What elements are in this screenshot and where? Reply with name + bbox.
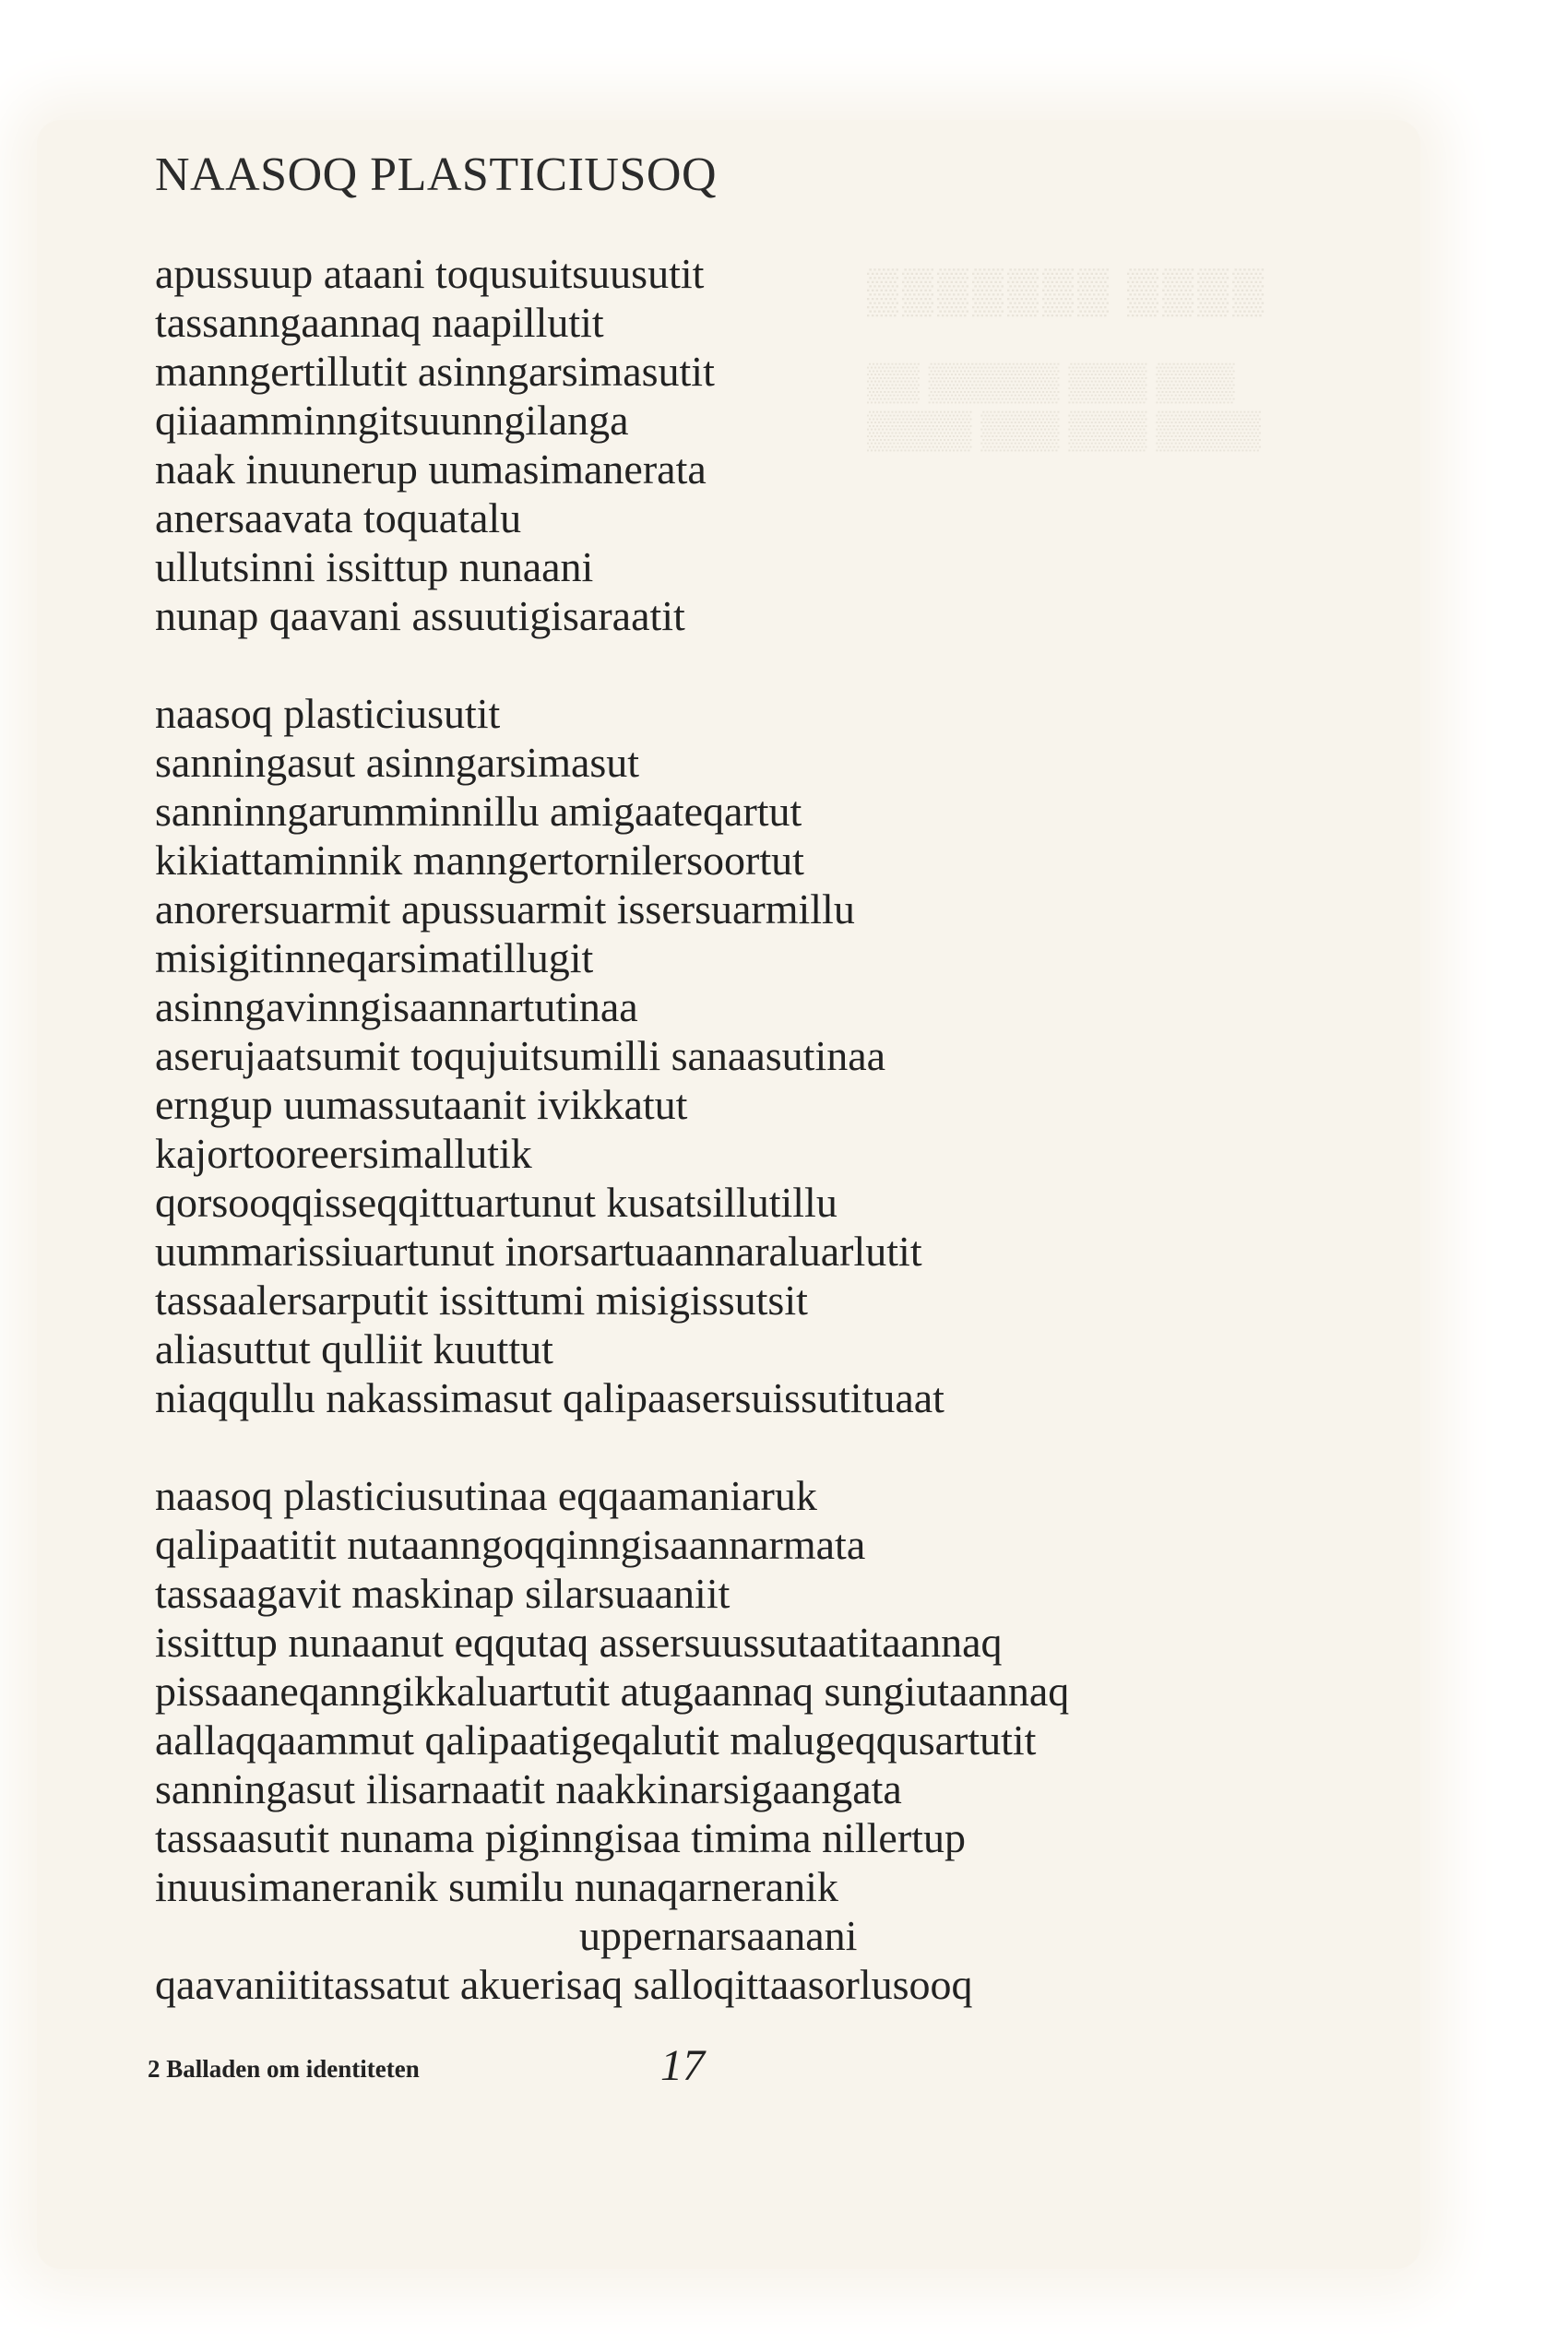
stanza-1 <box>155 249 1262 640</box>
poem-body <box>155 249 1262 2058</box>
poem-line: aserujaatsumit toqujuitsumilli sanaasutinaa <box>155 1032 886 1079</box>
poem-line: anersaavata toquatalu <box>155 494 522 541</box>
poem-line: manngertillutit asinngarsimasutit <box>155 348 715 395</box>
bleed-through-text: ▒▒▒▒▒▒▒ ▒▒▒▒ ▒▒ ▒▒▒▒▒ ▒▒▒ ▒▒▒ ▒▒▒▒ ▒▒▒ ▒▒▒ ▒▒▒▒ <box>867 267 1268 450</box>
poem-line: kajortooreersimallutik <box>155 1130 532 1177</box>
poem-line: aallaqqaammut qalipaatigeqalutit malugeqqusartutit <box>155 1716 1037 1764</box>
poem-line: sanningasut asinngarsimasut <box>155 739 640 786</box>
poem-line: tassaasutit nunama piginngisaa timima nillertup <box>155 1814 966 1861</box>
poem-line: ullutsinni issittup nunaani <box>155 543 594 590</box>
poem-line: uummarissiuartunut inorsartuaannaraluarlutit <box>155 1228 922 1275</box>
poem-line: issittup nunaanut eqqutaq assersuussutaatitaannaq <box>155 1619 1003 1666</box>
poem-line: niaqqullu nakassimasut qalipaasersuissutituaat <box>155 1374 944 1421</box>
poem-line: anorersuarmit apussuarmit issersuarmillu <box>155 885 855 932</box>
poem-line: nunap qaavani assuutigisaraatit <box>155 592 685 639</box>
poem-line: qalipaatitit nutaanngoqqinngisaannarmata <box>155 1521 866 1568</box>
poem-line: qiiaamminngitsuunngilanga <box>155 397 629 444</box>
stanza-3 <box>155 1471 1262 2009</box>
poem-line: asinngavinngisaannartutinaa <box>155 983 638 1030</box>
poem-line: qorsooqqisseqqittuartunut kusatsillutillu <box>155 1179 837 1226</box>
poem-line: apussuup ataani toqusuitsuusutit <box>155 250 705 297</box>
poem-line: naasoq plasticiusutit <box>155 690 501 737</box>
poem-line: sanninngarumminnillu amigaateqartut <box>155 788 802 835</box>
poem-line: misigitinneqarsimatillugit <box>155 934 594 981</box>
poem-line: kikiattaminnik manngertornilersoortut <box>155 837 804 884</box>
signature-footnote: 2 Balladen om identiteten <box>148 2055 420 2083</box>
poem-line: erngup uumassutaanit ivikkatut <box>155 1081 688 1128</box>
stanza-2 <box>155 689 1262 1422</box>
poem-line-indented: uppernarsaanani <box>579 1912 858 1959</box>
poem-title: NAASOQ PLASTICIUSOQ <box>155 148 717 201</box>
poem-line: aliasuttut qulliit kuuttut <box>155 1325 553 1372</box>
poem-line: pissaaneqanngikkaluartutit atugaannaq sungiutaannaq <box>155 1668 1070 1715</box>
poem-line: tassaagavit maskinap silarsuaaniit <box>155 1570 731 1617</box>
poem-line: tassanngaannaq naapillutit <box>155 299 604 346</box>
page-number: 17 <box>660 2041 705 2090</box>
poem-line: naak inuunerup uumasimanerata <box>155 445 707 493</box>
poem-line: tassaalersarputit issittumi misigissutsit <box>155 1277 808 1324</box>
poem-line: inuusimaneranik sumilu nunaqarneranik <box>155 1863 838 1910</box>
poem-line: sanningasut ilisarnaatit naakkinarsigaangata <box>155 1765 902 1812</box>
poem-line: qaavaniititassatut akuerisaq salloqittaasorlusooq <box>155 1961 973 2008</box>
poem-line: naasoq plasticiusutinaa eqqaamaniaruk <box>155 1472 817 1519</box>
